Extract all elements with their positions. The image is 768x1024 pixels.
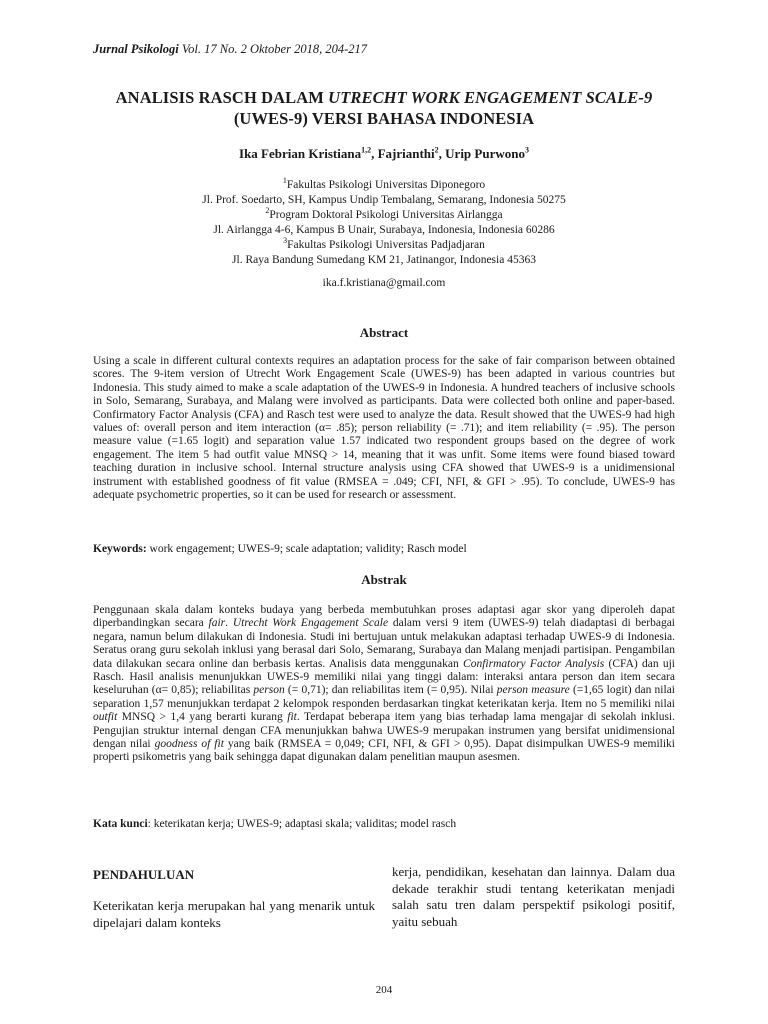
kata-kunci-values: : keterikatan kerja; UWES-9; adaptasi skala; validitas; model rasch xyxy=(147,818,457,830)
section-heading: PENDAHULUAN xyxy=(93,867,195,882)
affiliation-line xyxy=(60,223,708,238)
author-list xyxy=(60,146,708,162)
abstrak-segment: yang baik (RMSEA = 0,049; CFI, NFI, & GFI > 0,95). Dapat disimpulkan UWES-9 memiliki properti psikometris yang baik sehingga dapat digunakan dalam penelitian maupun asesmen. xyxy=(93,738,676,764)
affil-text: Jl. Airlangga 4-6, Kampus B Unair, Surabaya, Indonesia, Indonesia 60286 xyxy=(213,224,555,236)
author-separator: , xyxy=(438,146,446,161)
author-name: Urip Purwono xyxy=(445,146,525,161)
kata-kunci-line xyxy=(93,818,675,830)
author-email: ika.f.kristiana@gmail.com xyxy=(322,277,446,289)
keywords-label: Keywords: xyxy=(93,543,147,555)
affil-sup: 3 xyxy=(283,236,288,246)
intro-left-column: Keterikatan kerja merupakan hal yang menarik untuk dipelajari dalam konteks xyxy=(93,898,375,930)
affil-text: Program Doktoral Psikologi Universitas Airlangga xyxy=(269,209,503,221)
abstrak-segment: . xyxy=(225,617,233,630)
affiliation-line xyxy=(60,208,708,223)
journal-header xyxy=(93,42,367,57)
paper-title xyxy=(60,87,708,129)
author-name: Ika Febrian Kristiana xyxy=(239,146,362,161)
journal-name: Jurnal Psikologi xyxy=(93,42,179,56)
affiliation-line xyxy=(60,253,708,268)
abstrak-italic: Confirmatory Factor Analysis xyxy=(463,657,605,670)
abstrak-italic: person xyxy=(253,684,285,697)
page-number: 204 xyxy=(375,984,393,996)
journal-issue: Vol. 17 No. 2 Oktober 2018, 204-217 xyxy=(181,42,367,56)
intro-right-column: kerja, pendidikan, kesehatan dan lainnya. Dalam dua dekade terakhir studi tentang keterikatan menjadi salah satu tren dalam perspektif psikologi positif, yaitu sebuah xyxy=(392,864,675,929)
abstrak-text xyxy=(93,604,675,765)
affil-text: Jl. Prof. Soedarto, SH, Kampus Undip Tembalang, Semarang, Indonesia 50275 xyxy=(202,194,566,206)
affil-text: Jl. Raya Bandung Sumedang KM 21, Jatinangor, Indonesia 45363 xyxy=(232,254,536,266)
abstrak-italic: outfit xyxy=(93,711,118,724)
abstrak-segment: . Terdapat beberapa item yang bias terhadap lama mengajar di sekolah inklusi. Pengujian struktur internal dengan CFA menunjukkan bahwa UWES-9 merupakan instrumen yang bersifat unidimensional dengan nilai xyxy=(93,711,675,751)
abstrak-italic: person measure xyxy=(496,684,570,697)
title-line2: (UWES-9) VERSI BAHASA INDONESIA xyxy=(233,109,535,128)
abstract-heading: Abstract xyxy=(359,325,409,340)
keywords-values: work engagement; UWES-9; scale adaptation; validity; Rasch model xyxy=(146,543,467,555)
abstrak-segment: dalam versi 9 item (UWES-9) telah diadaptasi di berbagai negara, namun belum dilakukan di Indonesia. Studi ini bertujuan untuk melakukan adaptasi terhadap UWES-9 di Indonesia. Seratus orang guru sekolah inklusi yang berasal dari Solo, Semarang, Surabaya dan Malang menjadi partisipan. Pengambilan data dilakukan secara online dan berbasis kertas. Analisis data menggunakan xyxy=(93,617,675,670)
kata-kunci-label: Kata kunci xyxy=(93,818,148,830)
title-part1: ANALISIS RASCH DALAM xyxy=(115,88,329,107)
affil-text: Fakultas Psikologi Universitas Diponegoro xyxy=(286,179,486,191)
keywords-line xyxy=(93,543,675,555)
affil-sup: 2 xyxy=(265,206,270,216)
author-affil-sup: 1,2 xyxy=(361,145,372,155)
abstrak-segment: (=1,65 logit) dan nilai separation 1,57 menunjukkan terdapat 2 kelompok responden berdasarkan tingkat keterikatan kerja. Item no 5 memiliki nilai xyxy=(93,684,675,710)
author-affil-sup: 2 xyxy=(434,145,439,155)
abstrak-italic: goodness of fit xyxy=(154,738,224,751)
abstract-text: Using a scale in different cultural contexts requires an adaptation process for the sake of fair comparison between obtained scores. The 9-item version of Utrecht Work Engagement Scale (UWES-9) has been adapted in various countries but Indonesia. This study aimed to make a scale adaptation of the UWES-9 in Indonesia. A hundred teachers of inclusive schools in Solo, Semarang, Surabaya, and Malang were involved as participants. Data were collected both online and paper-based. Confirmatory Factor Analysis (CFA) and Rasch test were used to analyze the data. Result showed that the UWES-9 had high values of: overall person and item interaction (α= .85); person reliability (= .71); and item reliability (= .95). The person measure value (=1.65 logit) and separation value 1.57 indicated two respondent groups based on the degree of work engagement. The item 5 had outfit value MNSQ > 14, meaning that it was unfit. Some items were found biased toward teaching duration in inclusive school. Internal structure analysis using CFA showed that UWES-9 is a unidimensional instrument with established goodness of fit value (RMSEA = .049; CFI, NFI, & GFI > .95). To conclude, UWES-9 has adequate psychometric properties, so it can be used for research or assessment. xyxy=(93,355,675,502)
author-name: Fajrianthi xyxy=(377,146,435,161)
abstrak-segment: (= 0,71); dan reliabilitas item (= 0,95). Nilai xyxy=(284,684,497,697)
author-separator: , xyxy=(371,146,378,161)
author-affil-sup: 3 xyxy=(524,145,529,155)
abstrak-segment: Penggunaan skala dalam konteks budaya yang berbeda membutuhkan proses adaptasi agar skor yang diperoleh dapat diperbandingkan secara xyxy=(93,604,675,630)
abstrak-heading: Abstrak xyxy=(361,572,407,587)
affiliations xyxy=(60,178,708,268)
affiliation-line xyxy=(60,178,708,193)
affiliation-line xyxy=(60,193,708,208)
abstrak-italic: fair xyxy=(208,617,226,630)
abstrak-segment: (CFA) dan uji Rasch. Hasil analisis menunjukkan UWES-9 memiliki nilai yang tinggi dalam: interaksi antara person dan item secara keseluruhan (α= 0,85); reliabilitas xyxy=(93,657,676,697)
abstrak-italic: fit xyxy=(287,711,297,724)
affil-text: Fakultas Psikologi Universitas Padjadjaran xyxy=(287,239,485,251)
title-part1-italic: UTRECHT WORK ENGAGEMENT SCALE-9 xyxy=(328,88,653,107)
affiliation-line xyxy=(60,238,708,253)
affil-sup: 1 xyxy=(282,176,287,186)
abstrak-segment: MNSQ > 1,4 yang berarti kurang xyxy=(117,711,288,724)
abstrak-italic: Utrecht Work Engagement Scale xyxy=(232,617,389,630)
